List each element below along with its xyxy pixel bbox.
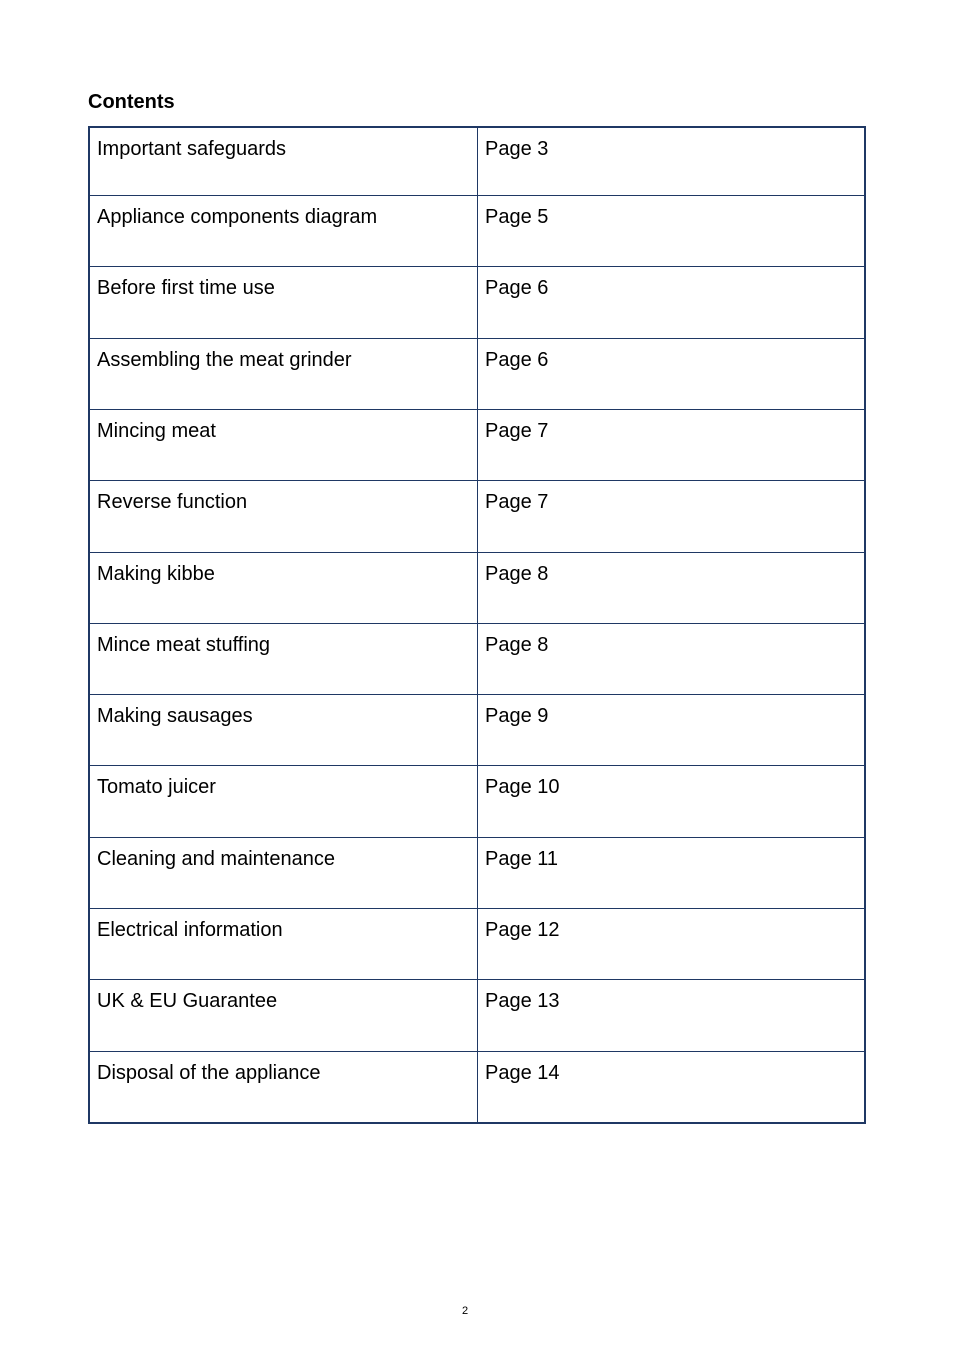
page-number: 2 bbox=[461, 1305, 469, 1317]
toc-entry-page: Page 9 bbox=[478, 694, 864, 765]
toc-entry-title: Disposal of the appliance bbox=[90, 1051, 478, 1122]
contents-heading: Contents bbox=[88, 91, 175, 113]
toc-entry-page: Page 6 bbox=[478, 266, 864, 337]
toc-entry-page: Page 13 bbox=[478, 979, 864, 1050]
toc-entry-title: Reverse function bbox=[90, 480, 478, 551]
toc-entry-page: Page 6 bbox=[478, 338, 864, 409]
toc-entry-title: Important safeguards bbox=[90, 128, 478, 195]
toc-entry-title: Making kibbe bbox=[90, 552, 478, 623]
toc-entry-page: Page 11 bbox=[478, 837, 864, 908]
toc-entry-page: Page 14 bbox=[478, 1051, 864, 1122]
toc-entry-title: UK & EU Guarantee bbox=[90, 979, 478, 1050]
toc-entry-page: Page 10 bbox=[478, 765, 864, 836]
toc-entry-title: Assembling the meat grinder bbox=[90, 338, 478, 409]
toc-entry-title: Mince meat stuffing bbox=[90, 623, 478, 694]
contents-table bbox=[88, 126, 866, 1124]
toc-entry-page: Page 8 bbox=[478, 623, 864, 694]
toc-entry-title: Before first time use bbox=[90, 266, 478, 337]
toc-entry-page: Page 12 bbox=[478, 908, 864, 979]
toc-entry-page: Page 5 bbox=[478, 195, 864, 266]
toc-entry-page: Page 7 bbox=[478, 409, 864, 480]
toc-entry-title: Appliance components diagram bbox=[90, 195, 478, 266]
toc-entry-title: Making sausages bbox=[90, 694, 478, 765]
toc-entry-title: Mincing meat bbox=[90, 409, 478, 480]
toc-entry-title: Electrical information bbox=[90, 908, 478, 979]
toc-entry-title: Tomato juicer bbox=[90, 765, 478, 836]
toc-entry-page: Page 7 bbox=[478, 480, 864, 551]
toc-entry-page: Page 3 bbox=[485, 138, 549, 160]
toc-entry-page: Page 8 bbox=[478, 552, 864, 623]
toc-entry-title: Cleaning and maintenance bbox=[90, 837, 478, 908]
